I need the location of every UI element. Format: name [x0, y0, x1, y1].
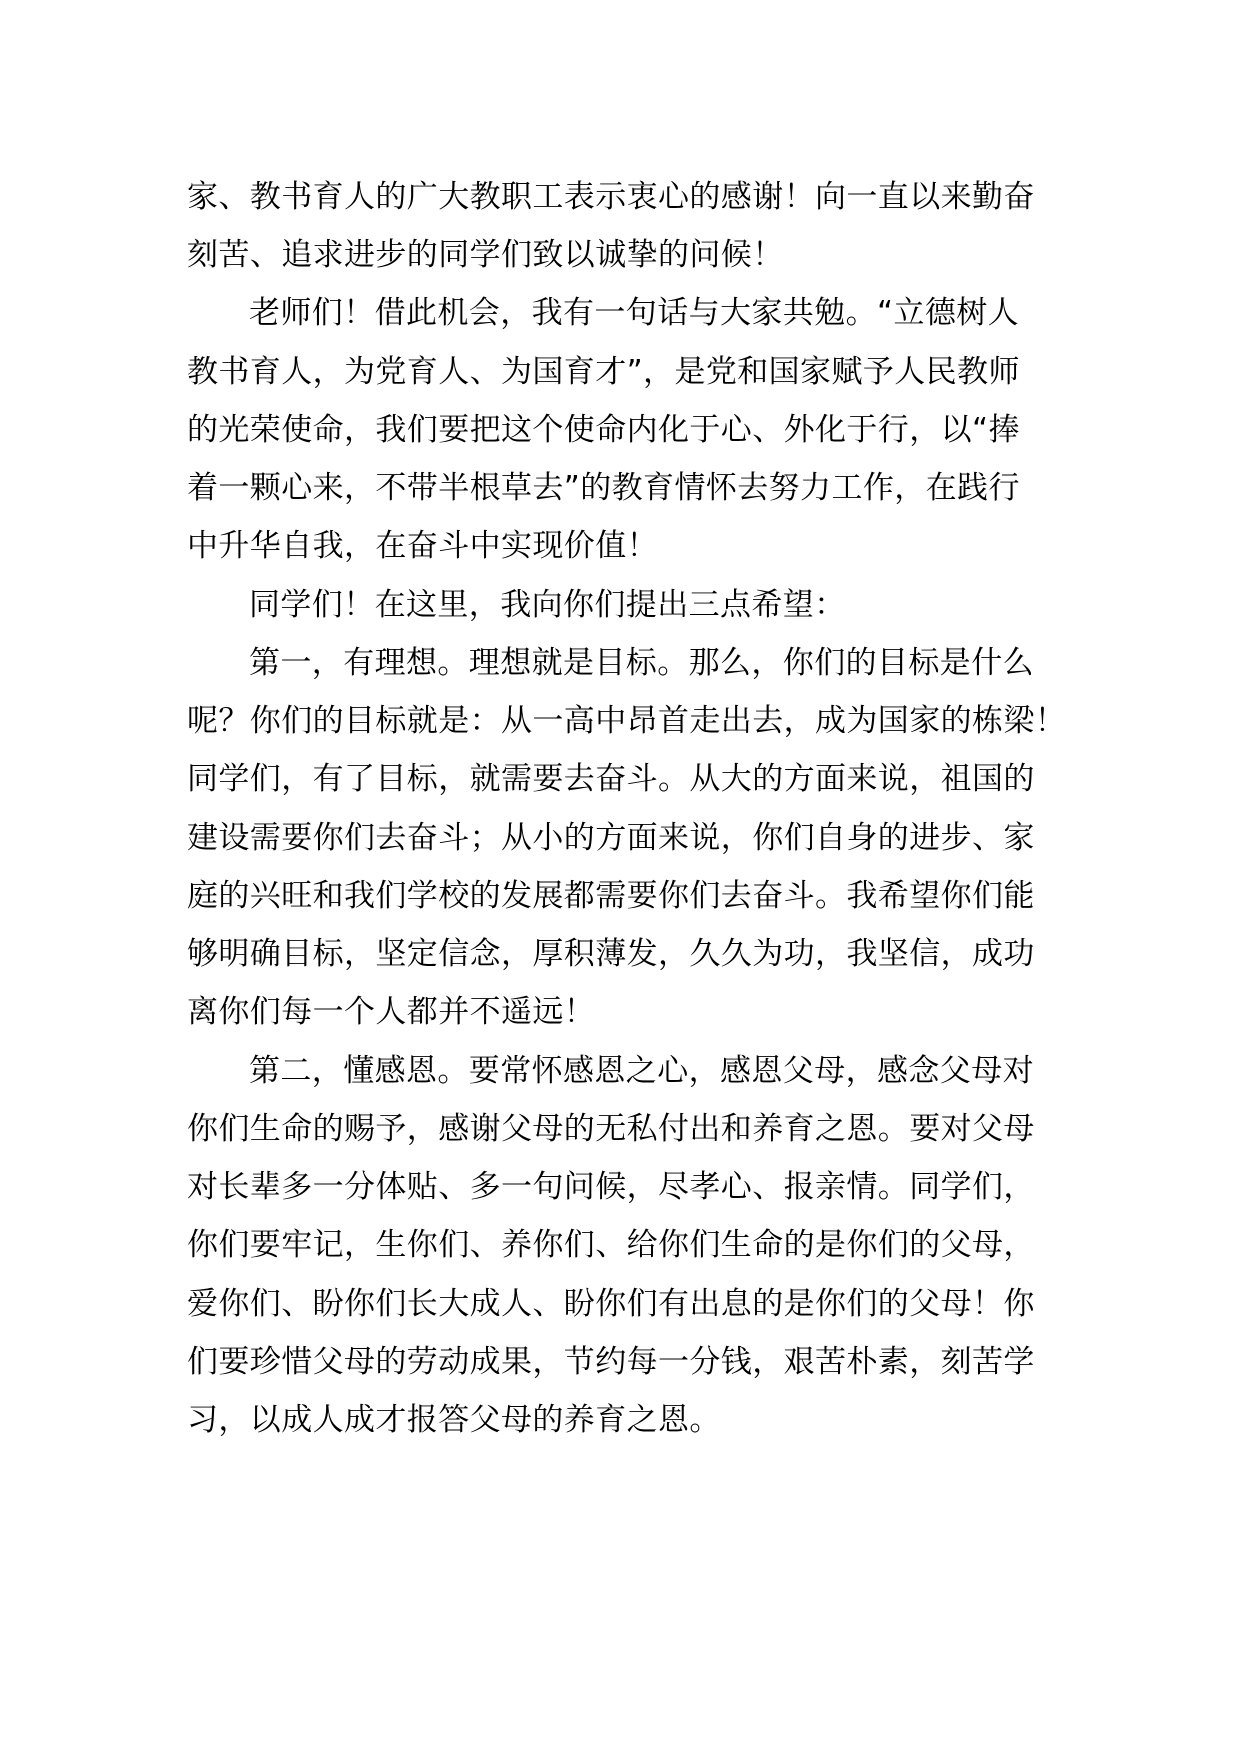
text-line: 离你们每一个人都并不遥远！ — [187, 994, 596, 1030]
text-line: 们要珍惜父母的劳动成果，节约每一分钱，艰苦朴素，刻苦学 — [187, 1344, 1035, 1380]
text-line: 刻苦、追求进步的同学们致以诚挚的问候！ — [187, 237, 784, 273]
text-line: 你们生命的赐予，感谢父母的无私付出和养育之恩。要对父母 — [187, 1111, 1035, 1147]
text-line: 呢？你们的目标就是：从一高中昂首走出去，成为国家的栋梁！ — [187, 703, 1067, 739]
text-line: 中升华自我，在奋斗中实现价值！ — [187, 528, 658, 564]
text-line: 庭的兴旺和我们学校的发展都需要你们去奋斗。我希望你们能 — [187, 878, 1035, 914]
text-line: 你们要牢记，生你们、养你们、给你们生命的是你们的父母， — [187, 1227, 1035, 1263]
text-line: 建设需要你们去奋斗；从小的方面来说，你们自身的进步、家 — [187, 820, 1035, 856]
text-line: 够明确目标，坚定信念，厚积薄发，久久为功，我坚信，成功 — [187, 936, 1035, 972]
text-line: 同学们，有了目标，就需要去奋斗。从大的方面来说，祖国的 — [187, 761, 1035, 797]
text-line: 家、教书育人的广大教职工表示衷心的感谢！向一直以来勤奋 — [187, 179, 1035, 215]
text-line: 教书育人，为党育人、为国育才”，是党和国家赋予人民教师 — [187, 354, 1020, 390]
paragraph-first-line: 第一，有理想。理想就是目标。那么，你们的目标是什么 — [249, 645, 1034, 681]
text-line: 对长辈多一分体贴、多一句问候，尽孝心、报亲情。同学们， — [187, 1169, 1035, 1205]
text-line: 习，以成人成才报答父母的养育之恩。 — [187, 1402, 721, 1438]
text-line: 的光荣使命，我们要把这个使命内化于心、外化于行，以“捧 — [187, 412, 1020, 448]
paragraph-first-line: 第二，懂感恩。要常怀感恩之心，感恩父母，感念父母对 — [249, 1053, 1034, 1089]
text-line: 爱你们、盼你们长大成人、盼你们有出息的是你们的父母！你 — [187, 1286, 1035, 1322]
paragraph-first-line: 同学们！在这里，我向你们提出三点希望： — [249, 587, 846, 623]
paragraph-first-line: 老师们！借此机会，我有一句话与大家共勉。“立德树人 — [249, 295, 1020, 331]
text-line: 着一颗心来，不带半根草去”的教育情怀去努力工作，在践行 — [187, 470, 1020, 506]
